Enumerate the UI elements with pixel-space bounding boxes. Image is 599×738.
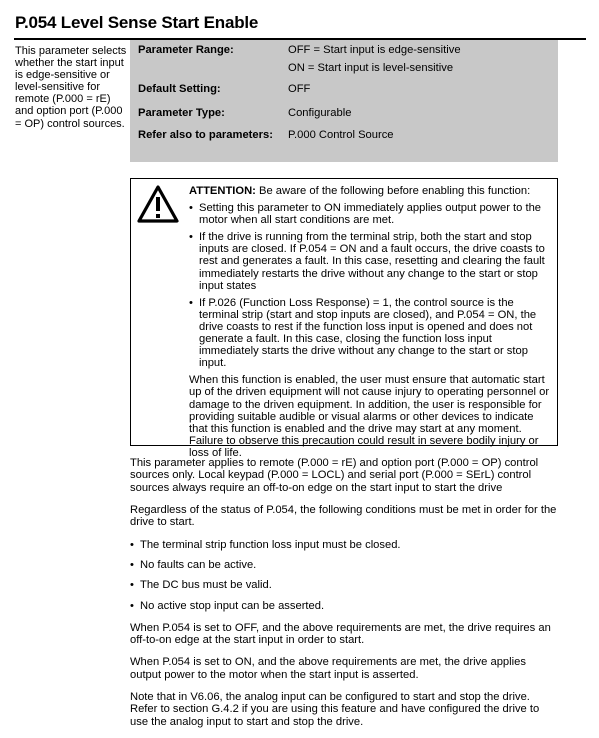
param-type-value: Configurable [288, 107, 352, 119]
condition-item: • No faults can be active. [130, 559, 560, 571]
attention-heading-text: Be aware of the following before enabling this function: [255, 185, 531, 197]
paragraph: When P.054 is set to OFF, and the above requirements are met, the drive requires an off-to-on edge at the start input in order to start. [130, 621, 551, 647]
paragraph: Regardless of the status of P.054, the following conditions must be met in order for the drive to start. [130, 503, 557, 529]
condition-item: • The terminal strip function loss input must be closed. [130, 539, 560, 551]
param-refer-label: Refer also to parameters: [138, 129, 273, 141]
attention-box [130, 178, 558, 459]
attention-closing: When this function is enabled, the user must ensure that automatic start up of the driven equipment will not cause injury to operating personnel or damage to the driven equipment. In addition, the user is responsible for providing suitable audible or visual alarms or other devices to indicate that this function is enabled and the drive may start at any moment. Failure to observe this precaution could result in severe bodily injury or loss of life. [189, 374, 550, 459]
param-refer-value: P.000 Control Source [288, 129, 394, 141]
warning-triangle-icon [137, 185, 179, 223]
side-note: This parameter selects whether the start input is edge-sensitive or level-sensitive for remote (P.000 = rE) and option port (P.000 = OP) control sources. [15, 45, 127, 130]
body-text [130, 457, 560, 738]
conditions-list [130, 539, 560, 612]
attention-list [189, 202, 551, 369]
condition-item: • The DC bus must be valid. [130, 579, 560, 591]
attention-label: ATTENTION: [189, 185, 256, 197]
attention-bullet: • If the drive is running from the terminal strip, both the start and stop inputs are closed. If P.054 = ON and a fault occurs, the drive coasts to rest and generates a fault. In this case, resetting and clearing the fault immediately restarts the drive without any change to the start or stop input states [189, 231, 551, 291]
param-range-values [288, 44, 558, 80]
parameter-table [130, 40, 558, 162]
page-title: P.054 Level Sense Start Enable [15, 13, 259, 32]
attention-bullet: • Setting this parameter to ON immediately applies output power to the motor when all start conditions are met. [189, 202, 551, 226]
param-range-label: Parameter Range: [138, 44, 234, 56]
attention-heading [189, 185, 551, 197]
param-range-value-on: ON = Start input is level-sensitive [288, 62, 454, 74]
attention-bullet: • If P.026 (Function Loss Response) = 1, the control source is the terminal strip (start and stop inputs are closed), and P.054 = ON, the drive coasts to rest if the function loss input is opened and does not generate a fault. In this case, closing the function loss input immediately starts the drive without any change to the start or stop input. [189, 297, 551, 370]
param-default-value: OFF [288, 83, 311, 95]
param-default-label: Default Setting: [138, 83, 221, 95]
condition-item: • No active stop input can be asserted. [130, 600, 560, 612]
paragraph: Note that in V6.06, the analog input can be configured to start and stop the drive. Refer to section G.4.2 if you are using this feature and have configured the drive to use the analog input to start and stop the drive. [130, 691, 540, 728]
paragraph: This parameter applies to remote (P.000 = rE) and option port (P.000 = OP) control sources only. Local keypad (P.000 = LOCL) and serial port (P.000 = SErL) control sources always require an off-to-on edge on the start input to start the drive [130, 457, 539, 494]
paragraph: When P.054 is set to ON, and the above requirements are met, the drive applies output power to the motor when the start input is asserted. [130, 656, 526, 681]
param-type-label: Parameter Type: [138, 107, 225, 119]
attention-text [189, 185, 551, 459]
param-range-value-off: OFF = Start input is edge-sensitive [288, 44, 461, 56]
